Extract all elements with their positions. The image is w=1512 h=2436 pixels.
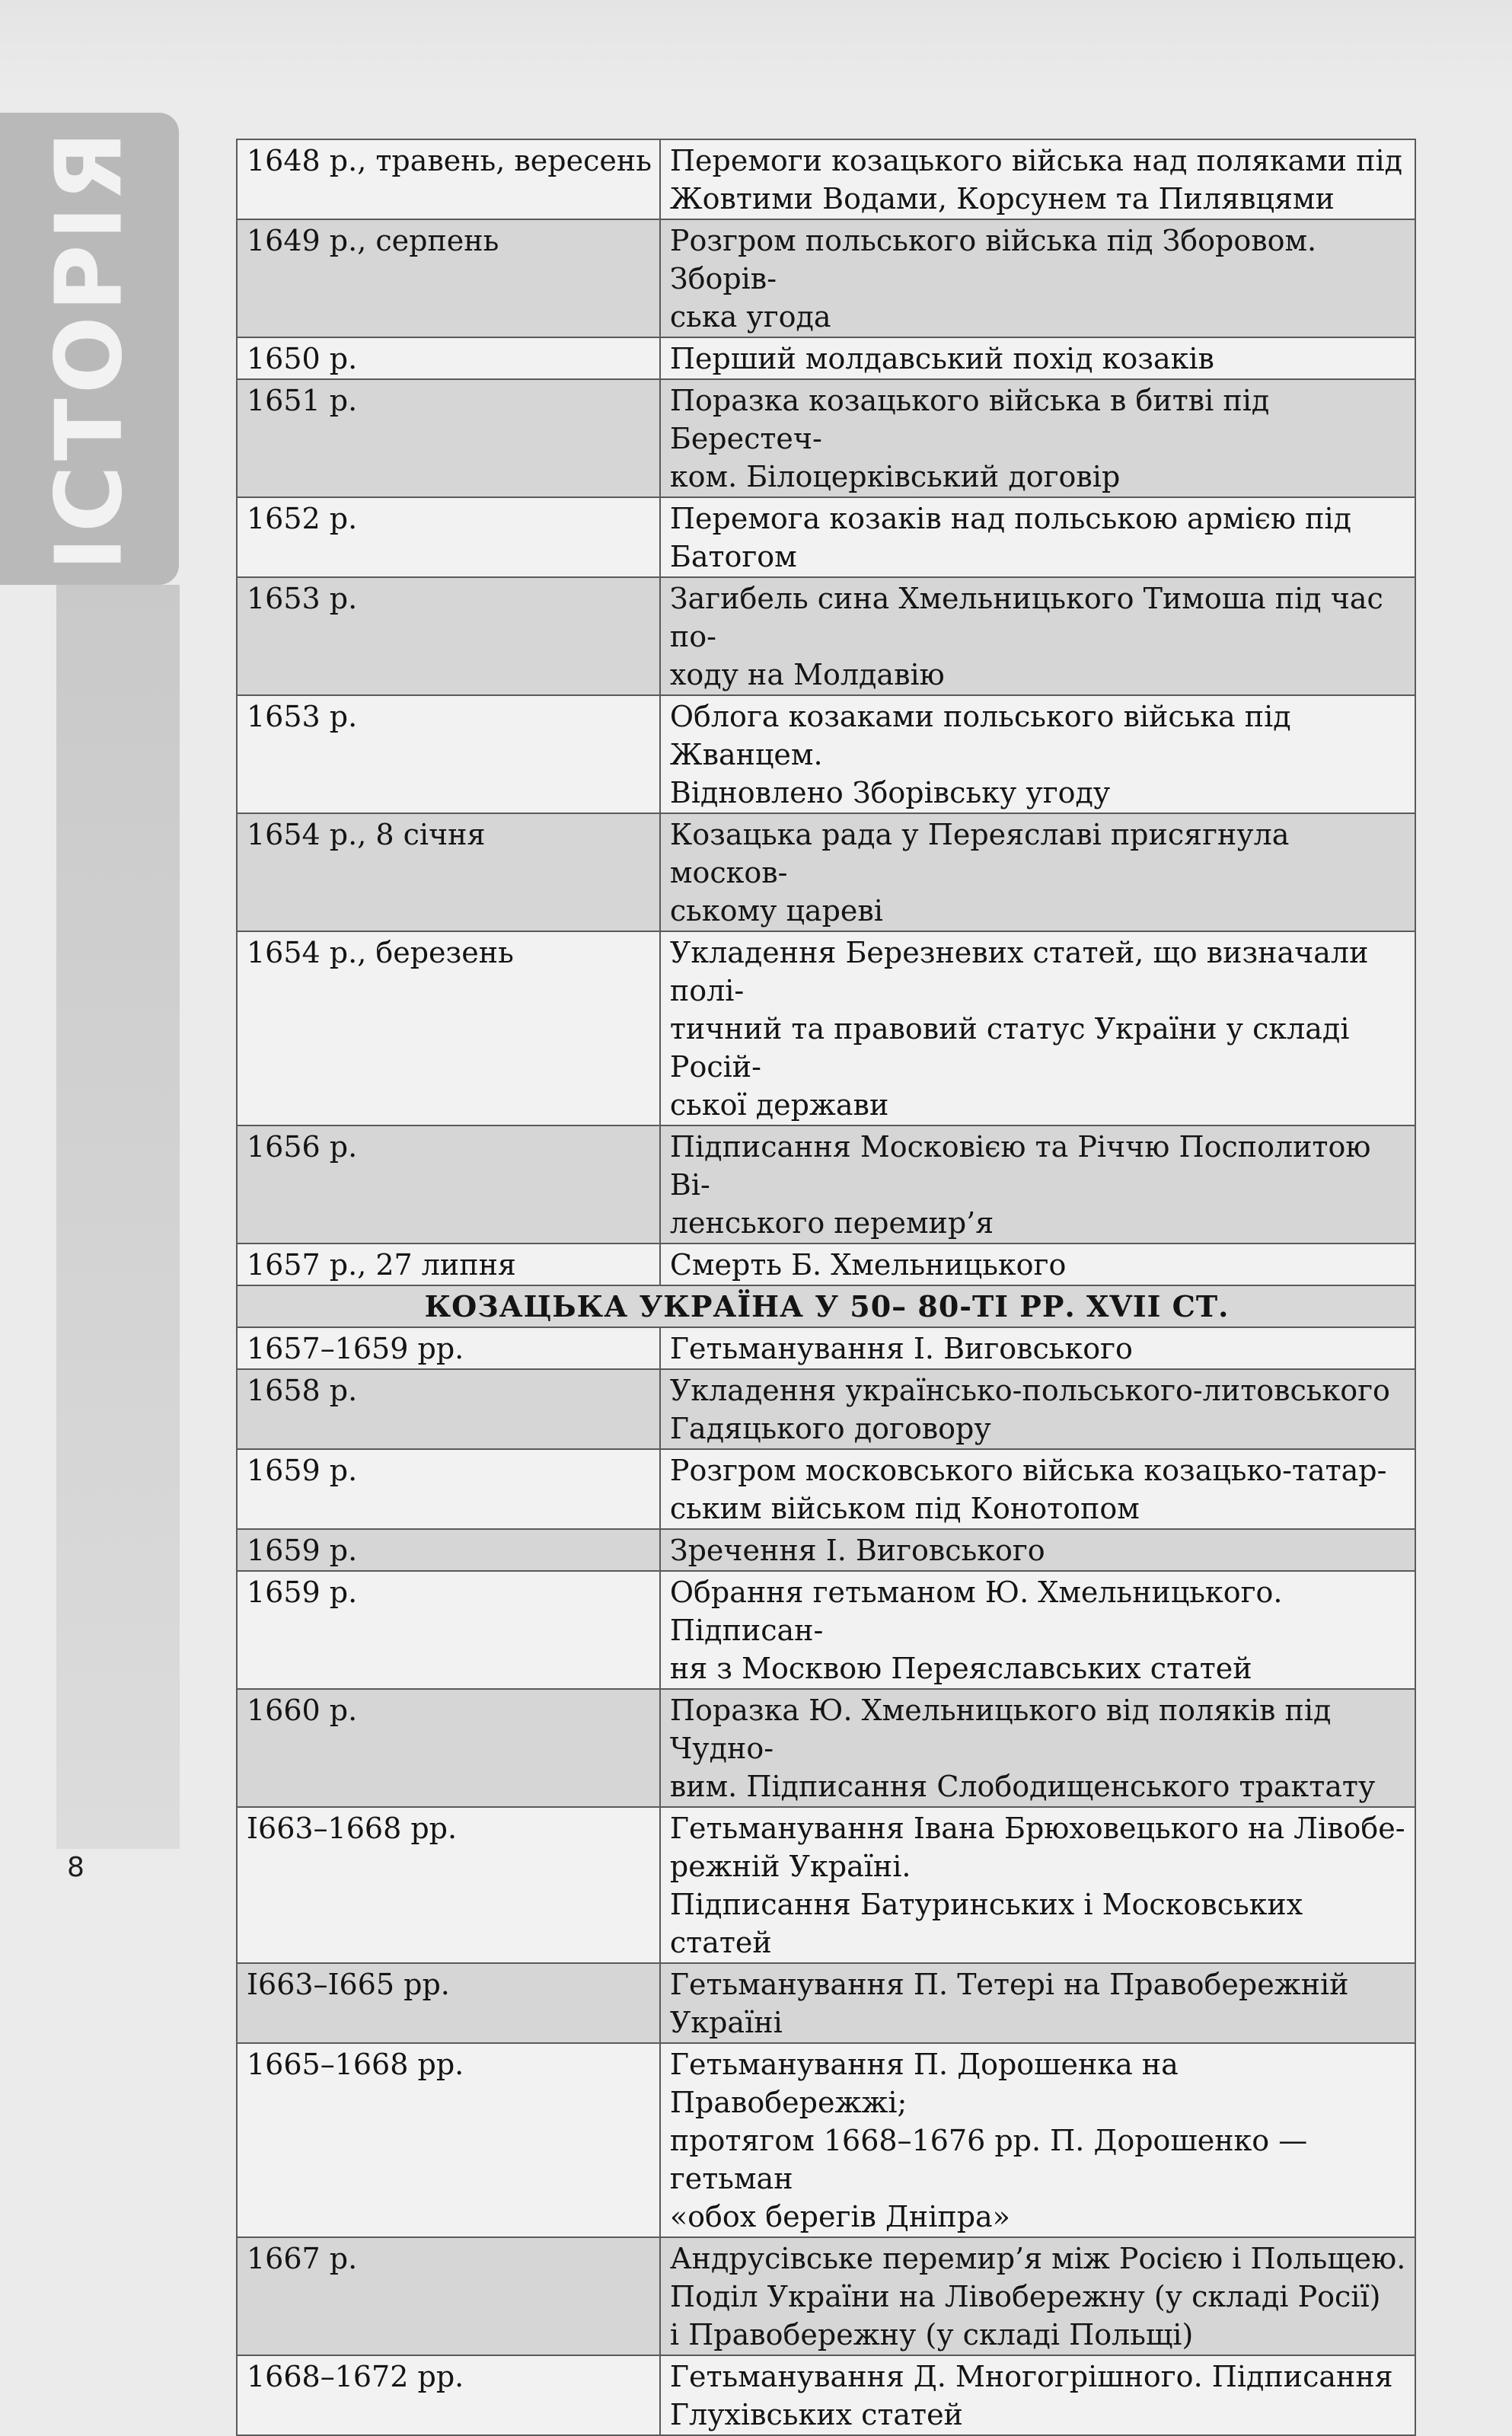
table-row — [237, 1807, 1415, 1963]
event-text-line: ської держави — [669, 1088, 889, 1122]
event-description — [660, 577, 1415, 695]
section-heading: КОЗАЦЬКА УКРАЇНА У 50– 80-ТІ РР. XVII СТ. — [237, 1285, 1415, 1327]
table-row — [237, 813, 1415, 931]
event-description — [660, 1327, 1415, 1369]
event-text-line: Зречення І. Виговського — [669, 1534, 1045, 1567]
event-date: 1653 р. — [237, 695, 660, 813]
event-text-line: вим. Підписання Слободищенського трактату — [669, 1770, 1376, 1803]
event-description — [660, 1529, 1415, 1571]
event-date: 1659 р. — [237, 1529, 660, 1571]
event-text-line: Жовтими Водами, Корсунем та Пилявцями — [669, 182, 1335, 216]
event-description — [660, 2043, 1415, 2237]
event-text-line: Підписання Батуринських і Московських статей — [669, 1888, 1303, 1959]
event-text-line: ська угода — [669, 300, 831, 334]
event-text-line: Укладення українсько-польського-литовського — [669, 1374, 1390, 1407]
event-description — [660, 219, 1415, 337]
event-text-line: ком. Білоцерківський договір — [669, 460, 1121, 493]
table-row — [237, 2355, 1415, 2435]
event-date: 1649 р., серпень — [237, 219, 660, 337]
event-text-line: Облога козаками польського війська під Жванцем. — [669, 700, 1291, 771]
event-date: 1652 р. — [237, 497, 660, 577]
event-description — [660, 2355, 1415, 2435]
event-date: 1650 р. — [237, 337, 660, 379]
event-date: 1653 р. — [237, 577, 660, 695]
event-description — [660, 379, 1415, 497]
event-text-line: тичний та правовий статус України у складі Росій- — [669, 1012, 1350, 1084]
event-date: 1659 р. — [237, 1449, 660, 1529]
event-date: 1651 р. — [237, 379, 660, 497]
event-description — [660, 1689, 1415, 1807]
event-description — [660, 337, 1415, 379]
event-date: 1668–1672 рр. — [237, 2355, 660, 2435]
event-description — [660, 1244, 1415, 1285]
event-text-line: Загибель сина Хмельницького Тимоша під час по- — [669, 582, 1383, 653]
event-description — [660, 1369, 1415, 1449]
event-text-line: Гетьманування Івана Брюховецького на Лівобе- — [669, 1812, 1405, 1845]
event-description — [660, 1449, 1415, 1529]
table-row — [237, 1369, 1415, 1449]
history-timeline-table — [236, 139, 1416, 2436]
table-row — [237, 2237, 1415, 2355]
section-side-strip — [56, 585, 180, 1849]
event-description — [660, 813, 1415, 931]
event-description — [660, 695, 1415, 813]
event-date: 1660 р. — [237, 1689, 660, 1807]
event-text-line: Обрання гетьманом Ю. Хмельницького. Підписан- — [669, 1576, 1283, 1647]
event-date: 1656 р. — [237, 1125, 660, 1244]
event-text-line: Укладення Березневих статей, що визначали полі- — [669, 936, 1369, 1007]
event-text-line: Козацька рада у Переяславі присягнула москов- — [669, 818, 1290, 889]
event-date: 1648 р., травень, вересень — [237, 139, 660, 219]
event-text-line: ським військом під Конотопом — [669, 1492, 1140, 1525]
table-row — [237, 337, 1415, 379]
table-row — [237, 1125, 1415, 1244]
event-date: 1665–1668 рр. — [237, 2043, 660, 2237]
table-row — [237, 139, 1415, 219]
event-description — [660, 2237, 1415, 2355]
event-text-line: Гетьманування П. Дорошенка на Правобережжі; — [669, 2048, 1179, 2119]
event-text-line: Гадяцького договору — [669, 1412, 991, 1445]
event-text-line: Поразка козацького війська в битві під Берестеч- — [669, 384, 1270, 455]
event-description — [660, 1571, 1415, 1689]
table-row — [237, 1571, 1415, 1689]
section-side-tab-label: ІСТОРІЯ — [37, 126, 143, 571]
table-row — [237, 1244, 1415, 1285]
table-row — [237, 219, 1415, 337]
table-row — [237, 577, 1415, 695]
event-text-line: ленського перемир’я — [669, 1206, 994, 1240]
page-top-band — [0, 0, 1512, 91]
event-description — [660, 931, 1415, 1125]
event-text-line: Перемога козаків над польською армією під Батогом — [669, 502, 1352, 573]
event-text-line: Підписання Московією та Річчю Посполитою Ві- — [669, 1130, 1371, 1202]
event-text-line: режній Україні. — [669, 1850, 911, 1883]
event-description — [660, 1963, 1415, 2043]
event-text-line: Гетьманування І. Виговського — [669, 1332, 1133, 1365]
event-description — [660, 497, 1415, 577]
event-text-line: «обох берегів Дніпра» — [669, 2200, 1010, 2233]
event-text-line: Перший молдавський похід козаків — [669, 342, 1214, 375]
event-text-line: Розгром польського війська під Зборовом. Зборів- — [669, 224, 1317, 295]
event-text-line: Гетьманування П. Тетері на Правобережній Україні — [669, 1968, 1349, 2039]
event-text-line: Смерть Б. Хмельницького — [669, 1248, 1067, 1282]
table-row — [237, 1963, 1415, 2043]
event-text-line: ському цареві — [669, 894, 883, 927]
event-date: І663–І665 рр. — [237, 1963, 660, 2043]
event-description — [660, 1807, 1415, 1963]
event-text-line: Андрусівське перемир’я між Росією і Польщею. — [669, 2242, 1406, 2275]
event-text-line: Поділ України на Лівобережну (у складі Росії) — [669, 2280, 1381, 2313]
table-row — [237, 1327, 1415, 1369]
event-text-line: протягом 1668–1676 рр. П. Дорошенко — гетьман — [669, 2124, 1308, 2195]
event-description — [660, 139, 1415, 219]
table-row — [237, 2043, 1415, 2237]
table-row — [237, 1449, 1415, 1529]
table-row — [237, 931, 1415, 1125]
event-text-line: Поразка Ю. Хмельницького від поляків під Чудно- — [669, 1694, 1332, 1765]
event-text-line: Розгром московського війська козацько-татар- — [669, 1454, 1387, 1487]
event-date: 1657 р., 27 липня — [237, 1244, 660, 1285]
event-text-line: Глухівських статей — [669, 2398, 963, 2431]
event-date: 1654 р., березень — [237, 931, 660, 1125]
event-text-line: ня з Москвою Переяславських статей — [669, 1652, 1252, 1685]
event-text-line: Перемоги козацького війська над поляками під — [669, 144, 1403, 177]
event-text-line: і Правобережну (у складі Польщі) — [669, 2318, 1194, 2351]
table-row — [237, 1689, 1415, 1807]
table-row — [237, 1529, 1415, 1571]
event-date: 1657–1659 рр. — [237, 1327, 660, 1369]
event-date: 1667 р. — [237, 2237, 660, 2355]
event-date: 1658 р. — [237, 1369, 660, 1449]
table-row — [237, 497, 1415, 577]
event-date: 1659 р. — [237, 1571, 660, 1689]
event-text-line: Відновлено Зборівську угоду — [669, 776, 1111, 809]
table-row — [237, 379, 1415, 497]
event-description — [660, 1125, 1415, 1244]
page-number: 8 — [67, 1852, 85, 1883]
timeline-body — [237, 139, 1415, 2435]
section-heading-row — [237, 1285, 1415, 1327]
table-row — [237, 695, 1415, 813]
event-date: І663–1668 рр. — [237, 1807, 660, 1963]
event-text-line: ходу на Молдавію — [669, 658, 945, 691]
event-date: 1654 р., 8 січня — [237, 813, 660, 931]
event-text-line: Гетьманування Д. Многогрішного. Підписання — [669, 2360, 1393, 2393]
